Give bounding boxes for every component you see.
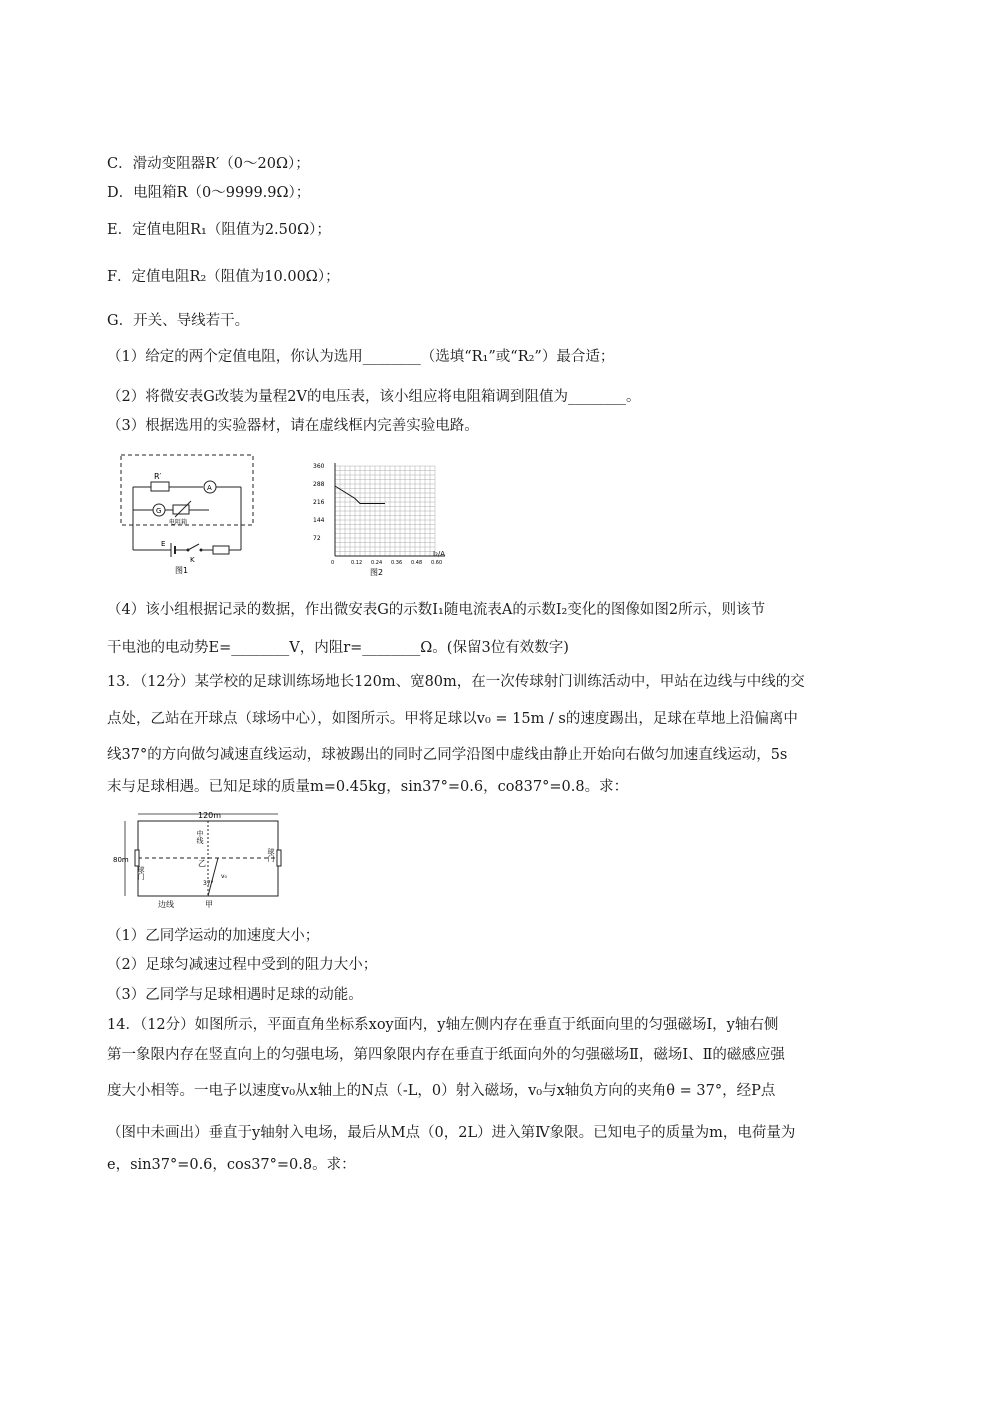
goal-left-label: 球门	[137, 866, 145, 880]
q13-sub2: （2）足球匀减速过程中受到的阻力大小；	[107, 957, 378, 973]
q12-part4-line1: （4）该小组根据记录的数据，作出微安表G的示数I₁随电流表A的示数I₂变化的图像如图2所示，则该节	[107, 602, 766, 618]
q13-sub1: （1）乙同学运动的加速度大小；	[107, 928, 320, 944]
x-tick-label: 0.36	[391, 560, 403, 566]
q14-line3: 度大小相等。一电子以速度v₀从x轴上的N点（-L，0）射入磁场，v₀与x轴负方向的夹角θ = 37°，经P点	[107, 1083, 776, 1099]
q14-line5: e，sin37°=0.6，cos37°=0.8。求：	[107, 1157, 356, 1173]
option-c: C．滑动变阻器R′（0～20Ω）；	[107, 156, 310, 172]
goal-right-label: 球门	[267, 848, 275, 862]
x-tick-label: 0	[331, 560, 335, 566]
yi-label: 乙	[198, 859, 206, 868]
y-tick-label: 72	[313, 535, 321, 542]
q12-part1: （1）给定的两个定值电阻，你认为选用________（选填“R₁”或“R₂”）最合适；	[107, 349, 615, 365]
option-g: G．开关、导线若干。	[107, 313, 250, 329]
switch-label: K	[190, 556, 195, 564]
jia-label: 甲	[205, 900, 213, 908]
midline-label: 中线	[196, 830, 204, 844]
resistor-box-label: 电阻箱	[169, 519, 188, 526]
switch-blade	[188, 544, 199, 550]
soccer-field-figure	[113, 808, 293, 908]
q13-line1: 13．（12分）某学校的足球训练场地长120m、宽80m，在一次传球射门训练活动中，甲站在边线与中线的交	[107, 674, 805, 690]
q13-sub3: （3）乙同学与足球相遇时足球的动能。	[107, 987, 363, 1003]
q13-line4: 末与足球相遇。已知足球的质量m=0.45kg，sin37°=0.6，co837°=0.8。求：	[107, 779, 629, 795]
q13-line2: 点处，乙站在开球点（球场中心），如图所示。甲将足球以v₀ = 15m / s的速度踢出，足球在草地上沿偏离中	[107, 711, 798, 727]
i1-i2-chart	[305, 458, 465, 578]
q13-line3: 线37°的方向做匀减速直线运动，球被踢出的同时乙同学沿图中虚线由静止开始向右做匀加速直线运动，5s	[107, 747, 788, 763]
fig1-caption: 图1	[175, 566, 189, 575]
x-tick-label: 0.48	[411, 560, 423, 566]
y-tick-label: 144	[313, 517, 325, 524]
x-tick-label: 0.12	[351, 560, 363, 566]
x-axis-label: I₂/A	[433, 550, 446, 558]
q12-part2: （2）将微安表G改装为量程2V的电压表，该小组应将电阻箱调到阻值为________。	[107, 389, 641, 405]
q12-part3: （3）根据选用的实验器材，请在虚线框内完善实验电路。	[107, 418, 479, 434]
field-length-label: 120m	[198, 811, 222, 820]
galvanometer-label: G	[156, 507, 162, 515]
q14-line2: 第一象限内存在竖直向上的匀强电场，第四象限内存在垂直于纸面向外的匀强磁场Ⅱ，磁场Ⅰ、Ⅱ的磁感应强	[107, 1047, 785, 1063]
option-f: F．定值电阻R₂（阻值为10.00Ω）；	[107, 269, 340, 285]
y-tick-label: 216	[313, 499, 325, 506]
x-tick-label: 0.24	[371, 560, 383, 566]
fig2-caption: 图2	[370, 568, 384, 577]
angle-label: 37°	[203, 880, 214, 887]
y-tick-label: 288	[313, 481, 325, 488]
q12-part4-line2: 干电池的电动势E=________V，内阻r=________Ω。(保留3位有效数字)	[107, 640, 569, 656]
q14-line1: 14．（12分）如图所示，平面直角坐标系xoy面内，y轴左侧内存在垂直于纸面向里的匀强磁场Ⅰ，y轴右侧	[107, 1017, 779, 1033]
circuit-figure	[113, 450, 263, 575]
y-tick-label: 360	[313, 463, 325, 470]
x-tick-label: 0.60	[431, 560, 443, 566]
v0-label: v₀	[221, 873, 227, 880]
rprime-label: R′	[154, 472, 162, 481]
option-d: D．电阻箱R（0～9999.9Ω）；	[107, 185, 311, 201]
goal-left	[135, 850, 139, 866]
rprime-resistor	[151, 482, 169, 491]
fixed-resistor	[213, 546, 229, 554]
field-width-label: 80m	[113, 856, 129, 864]
sideline-label: 边线	[158, 900, 174, 908]
goal-right	[277, 850, 281, 866]
resistor-box	[173, 505, 189, 514]
battery-label: E	[161, 540, 166, 548]
ball-path	[208, 858, 218, 896]
ammeter-label: A	[207, 484, 212, 492]
option-e: E．定值电阻R₁（阻值为2.50Ω）；	[107, 222, 331, 238]
q14-line4: （图中未画出）垂直于y轴射入电场，最后从M点（0，2L）进入第Ⅳ象限。已知电子的质量为m，电荷量为	[107, 1125, 796, 1141]
